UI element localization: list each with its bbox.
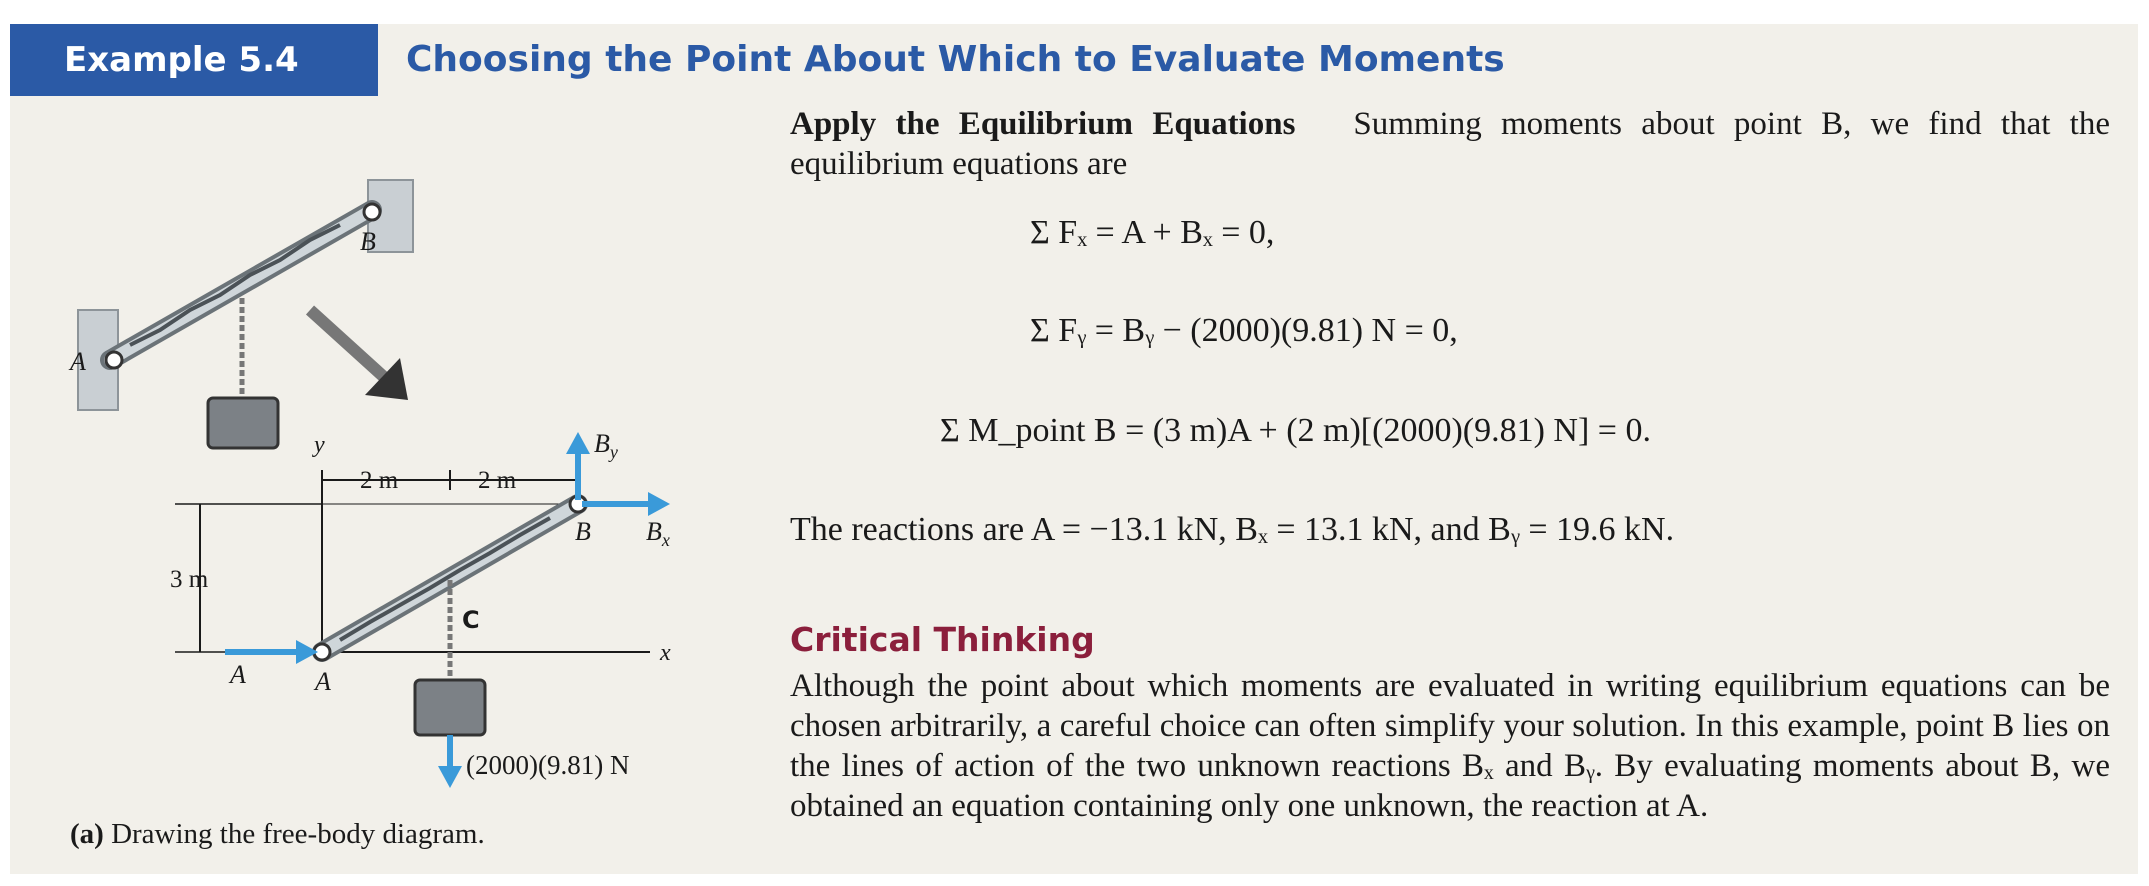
label-B-top: B [360,227,376,256]
free-body-figure [40,160,740,800]
dim-2m-right: 2 m [478,467,517,494]
label-By: $B_y$ [594,429,618,462]
example-title: Choosing the Point About Which to Evaluate Moments [406,39,1505,80]
weight-label: (2000)(9.81) N [466,750,630,780]
critical-thinking-heading: Critical Thinking [790,620,1095,659]
reactions-text: The reactions are A = −13.1 kN, Bₓ = 13.1 kN, and Bᵧ = 19.6 kN. [790,511,1675,548]
x-axis-label: x [660,640,671,666]
label-A-top: A [70,347,86,376]
force-arrow-Bx [582,492,670,516]
equation-sum-mb: Σ M_point B = (3 m)A + (2 m)[(2000)(9.81) N] = 0. [940,412,1651,449]
weight-top [208,398,278,448]
dim-3m: 3 m [170,566,209,593]
equation-sum-fy: Σ Fᵧ = Bᵧ − (2000)(9.81) N = 0, [1030,312,1458,349]
y-axis-label: y [314,432,325,458]
label-A-point: A [315,667,331,696]
dim-2m-left: 2 m [360,467,399,494]
label-C: C [462,606,480,634]
intro-heading: Apply the Equilibrium Equations [790,106,1296,142]
equation-sum-fx: Σ Fₓ = A + Bₓ = 0, [1030,214,1275,251]
label-B-point: B [575,517,591,546]
intro-text: Summing moments about point B, we find that the equilibrium equations are [790,106,2111,182]
figure-caption [70,818,485,851]
critical-thinking-text: Although the point about which moments are evaluated in writing equilibrium equations can be chosen arbitrarily, a careful choice can often simplify your solution. In this example, point B lies on the lines of action of the two unknown reactions Bₓ and Bᵧ. By evaluating moments about B, we obtained an equation containing only one unknown, the reaction at A. [790,668,2110,824]
caption-text: Drawing the free-body diagram. [111,818,485,850]
intro-paragraph [790,104,2110,184]
force-arrow-weight [438,735,462,788]
force-arrow-By [566,432,590,500]
transition-arrow [310,310,408,400]
caption-label: (a) [70,818,104,850]
weight-fbd [415,680,485,735]
label-A-force: A [230,660,246,689]
example-badge: Example 5.4 [10,24,378,96]
label-Bx: $B_x$ [646,517,670,550]
